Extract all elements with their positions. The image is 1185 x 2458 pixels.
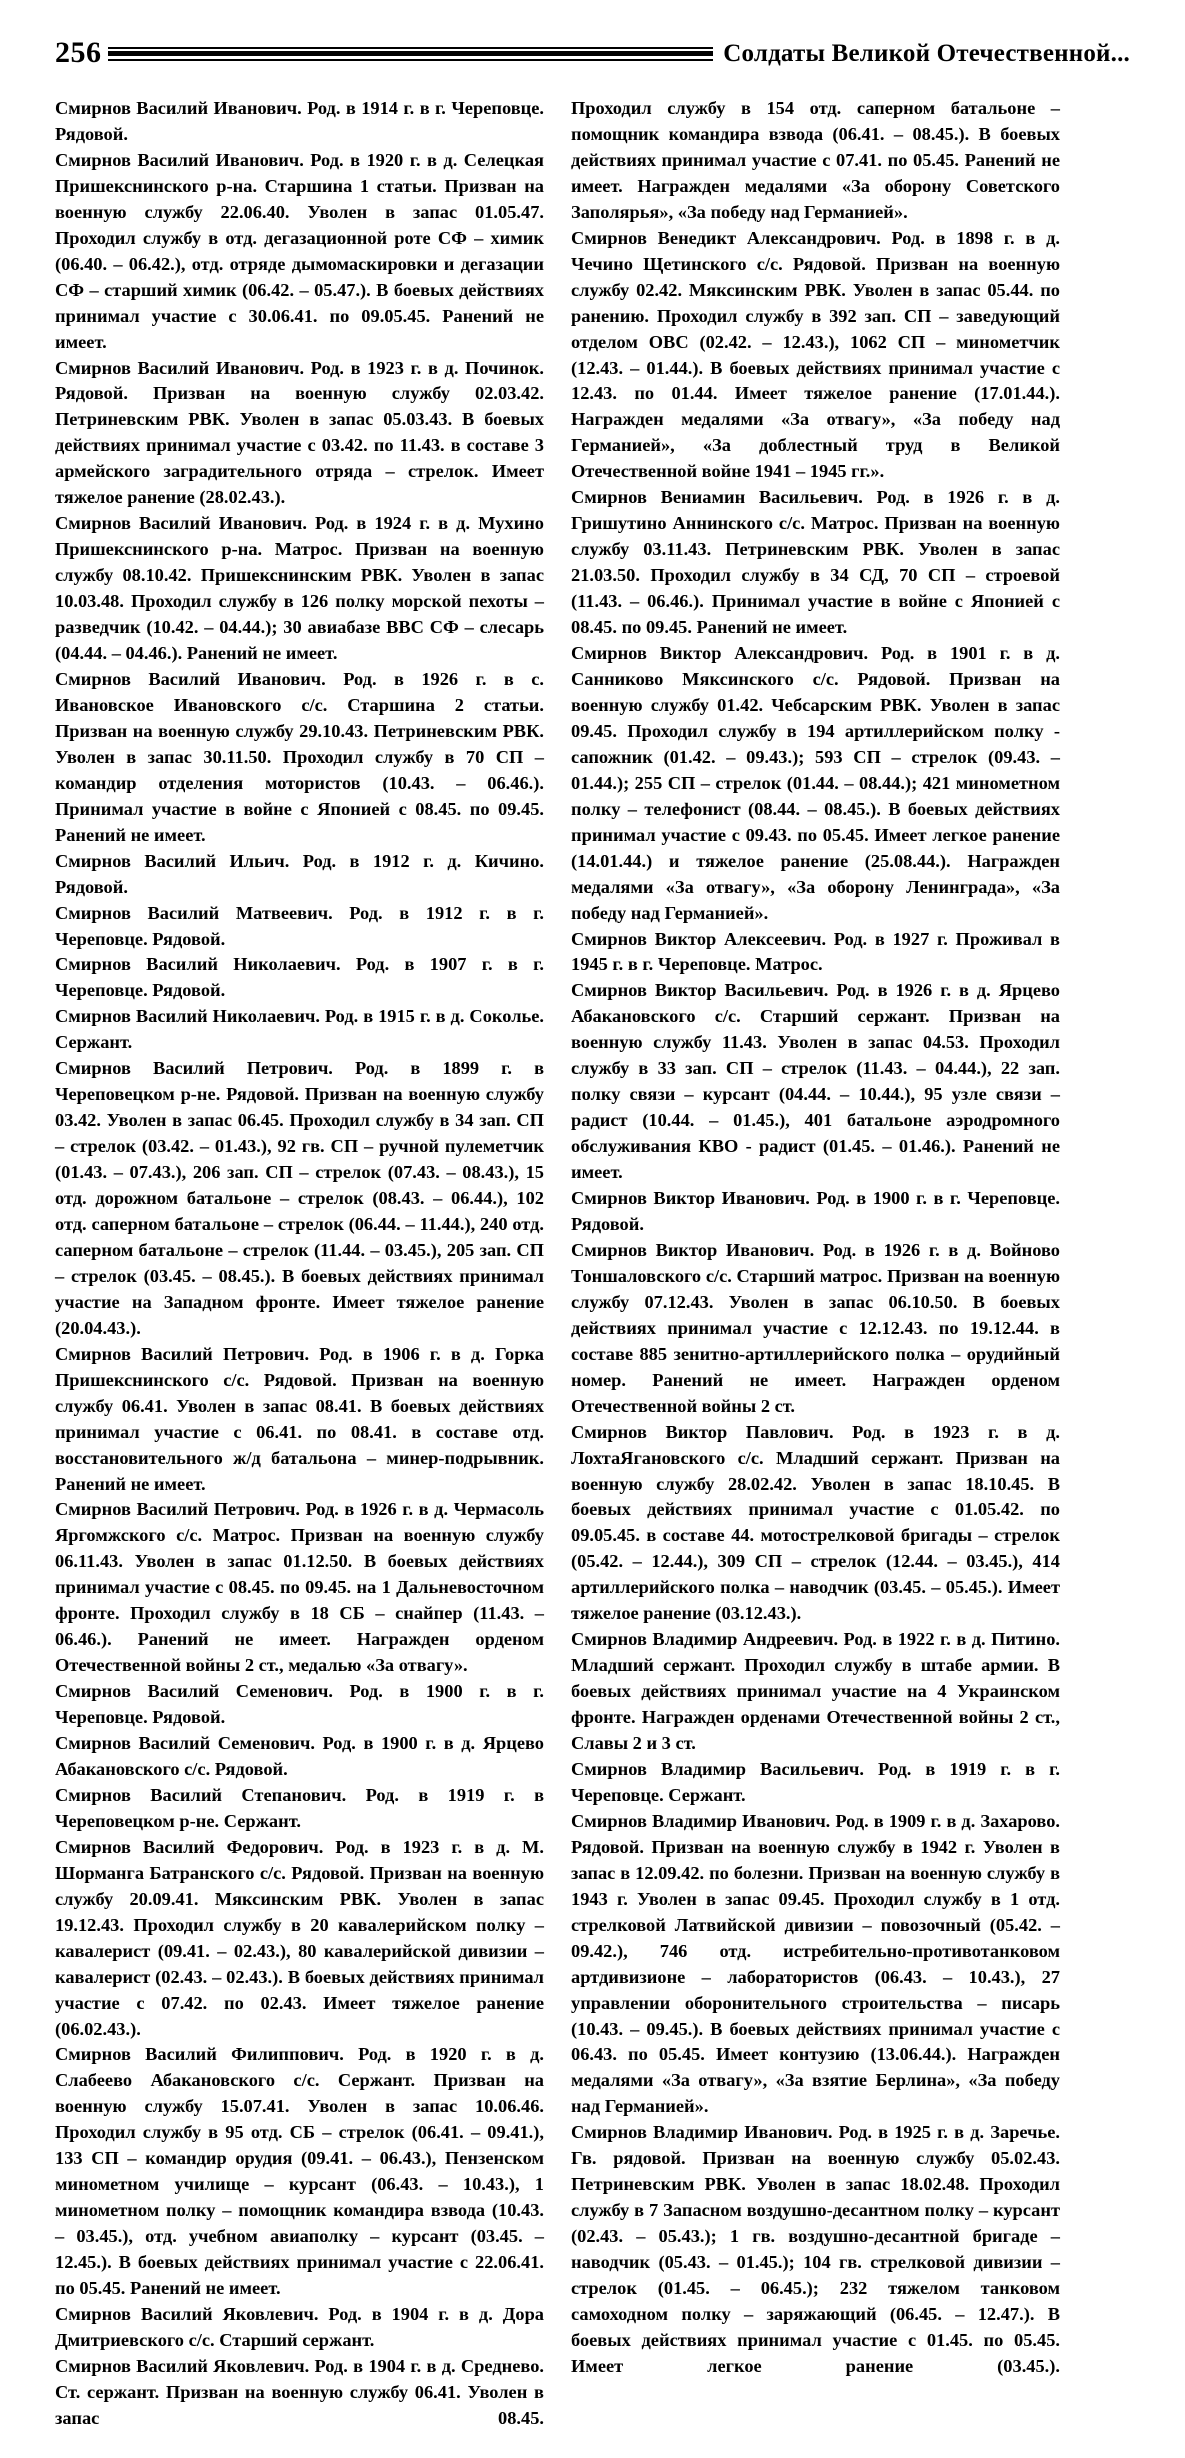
biography-entry: Смирнов Василий Иванович. Род. в 1923 г. в д. Починок. Рядовой. Призван на военную службу 02.03.42. Петриневским РВК. Уволен в запас 05.03.43. В боевых действиях принимал участие с 03.42. по 11.43. в составе 3 армейского заградительного отряда – стрелок. Имеет тяжелое ранение (28.02.43.).: [55, 357, 544, 508]
biography-entry: Смирнов Василий Иванович. Род. в 1924 г. в д. Мухино Пришекснинского р-на. Матрос. Призван на военную службу 08.10.42. Пришекснинским РВК. Уволен в запас 10.03.48. Проходил службу в 126 полку морской пехоты – разведчик (10.42. – 04.44.); 30 авиабазе ВВС СФ – слесарь (04.44. – 04.46.). Ранений не имеет.: [55, 513, 544, 664]
biography-entry: Смирнов Виктор Павлович. Род. в 1923 г. в д. ЛохтаЯгановского с/с. Младший сержант. Призван на военную службу 28.02.42. Уволен в запас 18.10.45. В боевых действиях принимал участие с 01.05.42. по 09.05.45. в составе 44. мотострелковой бригады – стрелок (05.42. – 12.44.), 309 СП – стрелок (12.44. – 03.45.), 414 артиллерийского полка – наводчик (03.45. – 05.45.). Имеет тяжелое ранение (03.12.43.).: [571, 1421, 1060, 1624]
biography-entry: Смирнов Василий Николаевич. Род. в 1907 г. в г. Череповце. Рядовой.: [55, 954, 544, 1001]
biography-entry: Смирнов Василий Петрович. Род. в 1906 г. в д. Горка Пришекснинского с/с. Рядовой. Призван на военную службу 06.41. Уволен в запас 08.41. В боевых действиях принимал участие с 06.41. по 08.41. в составе отд. восстановительного ж/д батальона – минер-подрывник. Ранений не имеет.: [55, 1343, 544, 1494]
biography-entry: Смирнов Василий Яковлевич. Род. в 1904 г. в д. Дора Дмитриевского с/с. Старший сержант.: [55, 2304, 544, 2350]
biography-entry: Смирнов Вениамин Васильевич. Род. в 1926 г. в д. Гришутино Аннинского с/с. Матрос. Призван на военную службу 03.11.43. Петриневским РВК. Уволен в запас 21.03.50. Проходил службу в 34 СД, 70 СП – строевой (11.43. – 06.46.). Принимал участие в войне с Японией с 08.45. по 09.45. Ранений не имеет.: [571, 487, 1060, 638]
biography-entry: Смирнов Василий Иванович. Род. в 1920 г. в д. Селецкая Пришекснинского р-на. Старшина 1 статьи. Призван на военную службу 22.06.40. Уволен в запас 01.05.47. Проходил службу в отд. дегазационной роте СФ – химик (06.40. – 06.42.), отд. отряде дымомаскировки и дегазации СФ – старший химик (06.42. – 05.47.). В боевых действиях принимал участие с 30.06.41. по 09.05.45. Ранений не имеет.: [55, 149, 544, 352]
biography-entry: Смирнов Василий Степанович. Род. в 1919 г. в Череповецком р-не. Сержант.: [55, 1784, 544, 1831]
biography-entry: Смирнов Василий Петрович. Род. в 1899 г. в Череповецком р-не. Рядовой. Призван на военную службу 03.42. Уволен в запас 06.45. Проходил службу в 34 зап. СП – стрелок (03.42. – 01.43.), 92 гв. СП – ручной пулеметчик (01.43. – 07.43.), 206 зап. СП – стрелок (07.43. – 08.43.), 15 отд. дорожном батальоне – стрелок (08.43. – 06.44.), 102 отд. саперном батальоне – стрелок (06.44. – 11.44.), 240 отд. саперном батальоне – стрелок (11.44. – 03.45.), 205 зап. СП – стрелок (03.45. – 08.45.). В боевых действиях принимал участие на Западном фронте. Имеет тяжелое ранение (20.04.43.).: [55, 1058, 544, 1338]
biography-entry: Смирнов Василий Матвеевич. Род. в 1912 г. в г. Череповце. Рядовой.: [55, 902, 544, 949]
biography-entry: Смирнов Виктор Алексеевич. Род. в 1927 г. Проживал в 1945 г. в г. Череповце. Матрос.: [571, 928, 1060, 975]
biography-entry: Смирнов Василий Ильич. Род. в 1912 г. д. Кичино. Рядовой.: [55, 850, 544, 897]
biography-entry: Проходил службу в 154 отд. саперном батальоне – помощник командира взвода (06.41. – 08.45.). В боевых действиях принимал участие с 07.41. по 05.45. Ранений не имеет. Награжден медалями «За оборону Советского Заполярья», «За победу над Германией».: [571, 98, 1060, 222]
biography-entry: Смирнов Владимир Васильевич. Род. в 1919 г. в г. Череповце. Сержант.: [571, 1759, 1060, 1805]
biography-entry: Смирнов Василий Филиппович. Род. в 1920 г. в д. Слабеево Абакановского с/с. Сержант. Призван на военную службу 15.07.41. Уволен в запас 10.06.46. Проходил службу в 95 отд. СБ – стрелок (06.41. – 09.41.), 133 СП – командир орудия (09.41. – 06.43.), Пензенском минометном училище – курсант (06.43. – 10.43.), 1 минометном полку – помощник командира взвода (10.43. – 03.45.), отд. учебном авиаполку – курсант (03.45. – 12.45.). В боевых действиях принимал участие с 22.06.41. по 05.45. Ранений не имеет.: [55, 2044, 544, 2299]
biography-entry: Смирнов Василий Яковлевич. Род. в 1904 г. в д. Среднево. Ст. сержант. Призван на военную службу 06.41. Уволен в запас 08.45.: [55, 2355, 544, 2428]
running-title: Солдаты Великой Отечественной...: [723, 39, 1130, 67]
biography-entry: Смирнов Виктор Александрович. Род. в 1901 г. в д. Санниково Мяксинского с/с. Рядовой. Призван на военную службу 01.42. Чебсарским РВК. Уволен в запас 09.45. Проходил службу в 194 артиллерийском полку - сапожник (01.42. – 09.43.); 593 СП – стрелок (09.43. – 01.44.); 255 СП – стрелок (01.44. – 08.44.); 421 минометном полку – телефонист (08.44. – 08.45.). В боевых действиях принимал участие с 09.43. по 05.45. Имеет легкое ранение (14.01.44.) и тяжелое ранение (25.08.44.). Награжден медалями «За отвагу», «За оборону Ленинграда», «За победу над Германией».: [571, 643, 1060, 923]
body-columns: [55, 96, 1130, 2428]
biography-entry: Смирнов Василий Николаевич. Род. в 1915 г. в д. Соколье. Сержант.: [55, 1006, 544, 1053]
biography-entry: Смирнов Василий Федорович. Род. в 1923 г. в д. М. Шорманга Батранского с/с. Рядовой. Призван на военную службу 20.09.41. Мяксинским РВК. Уволен в запас 19.12.43. Проходил службу в 20 кавалерийском полку – кавалерист (09.41. – 02.43.), 80 кавалерийской дивизии – кавалерист (02.43. – 02.43.). В боевых действиях принимал участие с 07.42. по 02.43. Имеет тяжелое ранение (06.02.43.).: [55, 1836, 544, 2039]
biography-entry: Смирнов Владимир Иванович. Род. в 1909 г. в д. Захарово. Рядовой. Призван на военную службу в 1942 г. Уволен в запас в 12.09.42. по болезни. Призван на военную службу в 1943 г. Уволен в запас 09.45. Проходил службу в 1 отд. стрелковой Латвийской дивизии – повозочный (05.42. – 09.42.), 746 отд. истребительно-противотанковом артдивизионе – лаборатористов (06.43. – 10.43.), 27 управлении оборонительного строительства – писарь (10.43. – 09.45.). В боевых действиях принимал участие с 06.43. по 05.45. Имеет контузию (13.06.44.). Награжден медалями «За отвагу», «За взятие Берлина», «За победу над Германией».: [571, 1810, 1060, 2117]
biography-entry: Смирнов Венедикт Александрович. Род. в 1898 г. в д. Чечино Щетинского с/с. Рядовой. Призван на военную службу 02.42. Мяксинским РВК. Уволен в запас 05.44. по ранению. Проходил службу в 392 зап. СП – заведующий отделом ОВС (02.42. – 12.43.), 1062 СП – минометчик (12.43. – 01.44.). В боевых действиях принимал участие с 12.43. по 01.44. Имеет тяжелое ранение (17.01.44.). Награжден медалями «За отвагу», «За победу над Германией», «За доблестный труд в Великой Отечественной войне 1941 – 1945 гг.».: [571, 227, 1060, 482]
biography-entry: Смирнов Василий Семенович. Род. в 1900 г. в г. Череповце. Рядовой.: [55, 1681, 544, 1728]
running-head: [55, 30, 1130, 76]
biography-entry: Смирнов Василий Петрович. Род. в 1926 г. в д. Чермасоль Яргомжского с/с. Матрос. Призван на военную службу 06.11.43. Уволен в запас 01.12.50. В боевых действиях принимал участие с 08.45. по 09.45. на 1 Дальневосточном фронте. Проходил службу в 18 СБ – снайпер (11.43. – 06.46.). Ранений не имеет. Награжден орденом Отечественной войны 2 ст., медалью «За отвагу».: [55, 1499, 544, 1676]
biography-entry: Смирнов Василий Иванович. Род. в 1926 г. в с. Ивановское Ивановского с/с. Старшина 2 статьи. Призван на военную службу 29.10.43. Петриневским РВК. Уволен в запас 30.11.50. Проходил службу в 70 СП – командир отделения мотористов (10.43. – 06.46.). Принимал участие в войне с Японией с 08.45. по 09.45. Ранений не имеет.: [55, 668, 544, 845]
biography-entry: Смирнов Василий Семенович. Род. в 1900 г. в д. Ярцево Абакановского с/с. Рядовой.: [55, 1733, 544, 1779]
left-column: [55, 96, 544, 2428]
biography-entry: Смирнов Виктор Васильевич. Род. в 1926 г. в д. Ярцево Абакановского с/с. Старший сержант. Призван на военную службу 11.43. Уволен в запас 04.53. Проходил службу в 33 зап. СП – стрелок (11.43. – 04.44.), 22 зап. полку связи – курсант (04.44. – 10.44.), 95 узле связи – радист (10.44. – 01.45.), 401 батальоне аэродромного обслуживания КВО - радист (01.45. – 01.46.). Ранений не имеет.: [571, 980, 1060, 1183]
biography-entry: Смирнов Виктор Иванович. Род. в 1926 г. в д. Войново Тоншаловского с/с. Старший матрос. Призван на военную службу 07.12.43. Уволен в запас 06.10.50. В боевых действиях принимал участие с 12.12.43. по 19.12.44. в составе 885 зенитно-артиллерийского полка – орудийный номер. Ранений не имеет. Награжден орденом Отечественной войны 2 ст.: [571, 1239, 1060, 1416]
biography-entry: Смирнов Владимир Андреевич. Род. в 1922 г. в д. Питино. Младший сержант. Проходил службу в штабе армии. В боевых действиях принимал участие на 4 Украинском фронте. Награжден орденами Отечественной войны 2 ст., Славы 2 и 3 ст.: [571, 1629, 1060, 1754]
biography-entry: Смирнов Владимир Иванович. Род. в 1925 г. в д. Заречье. Гв. рядовой. Призван на военную службу 05.02.43. Петриневским РВК. Уволен в запас 18.02.48. Проходил службу в 7 Запасном воздушно-десантном полку – курсант (02.43. – 05.43.); 1 гв. воздушно-десантной бригаде – наводчик (05.43. – 01.45.); 104 гв. стрелковой дивизии – стрелок (01.45. – 06.45.); 232 тяжелом танковом самоходном полку – заряжающий (06.45. – 12.47.). В боевых действиях принимал участие с 01.45. по 05.45. Имеет легкое ранение (03.45.).: [571, 2122, 1060, 2376]
page-number: 256: [55, 36, 102, 69]
right-column: [571, 96, 1060, 2376]
biography-entry: Смирнов Василий Иванович. Род. в 1914 г. в г. Череповце. Рядовой.: [55, 98, 544, 144]
header-rule-band: [108, 47, 714, 63]
biography-entry: Смирнов Виктор Иванович. Род. в 1900 г. в г. Череповце. Рядовой.: [571, 1188, 1060, 1234]
